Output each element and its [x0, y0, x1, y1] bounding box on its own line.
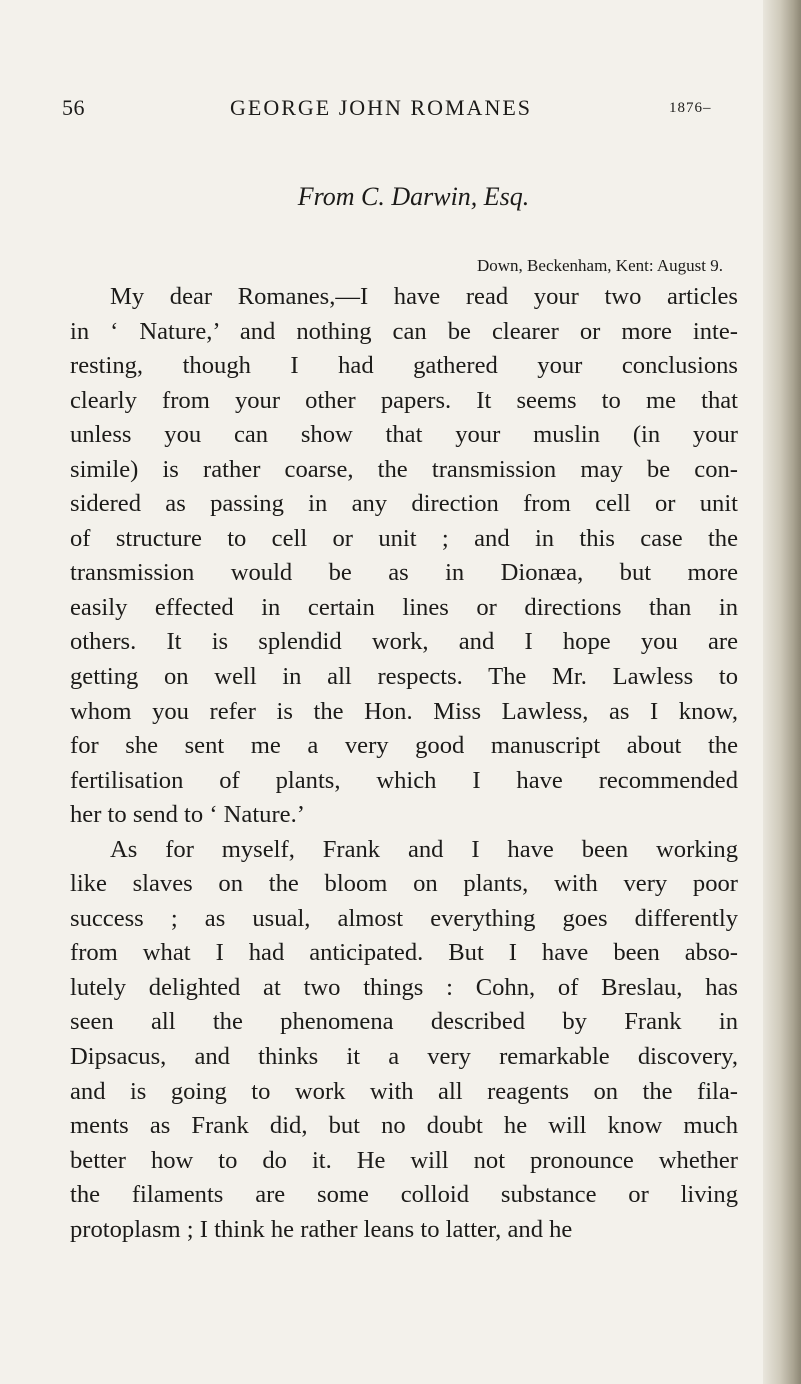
text-line: resting, though I had gathered your conclusions	[70, 352, 738, 380]
text-line: seen all the phenomena described by Frank in	[70, 1008, 738, 1036]
running-head: GEORGE JOHN ROMANES	[230, 95, 533, 120]
text-line: simile) is rather coarse, the transmission may be con-	[70, 455, 738, 483]
text-line: like slaves on the bloom on plants, with very poor	[70, 870, 738, 898]
text-line: Dipsacus, and thinks it a very remarkable discovery,	[70, 1043, 738, 1071]
text-line: transmission would be as in Dionæa, but more	[70, 559, 738, 587]
text-line: her to send to ‘ Nature.’	[70, 801, 305, 829]
text-line: fertilisation of plants, which I have recommended	[70, 766, 738, 794]
text-line: in ‘ Nature,’ and nothing can be clearer or more inte-	[70, 317, 738, 345]
text-line: clearly from your other papers. It seems to me that	[70, 386, 738, 414]
text-line: lutely delighted at two things : Cohn, of Breslau, has	[70, 973, 738, 1001]
text-line: from what I had anticipated. But I have been abso-	[70, 939, 738, 967]
text-line: getting on well in all respects. The Mr. Lawless to	[70, 663, 738, 691]
text-line: protoplasm ; I think he rather leans to latter, and he	[70, 1215, 573, 1243]
paragraph-2	[70, 833, 738, 1248]
text-line: of structure to cell or unit ; and in this case the	[70, 524, 738, 552]
text-line: the filaments are some colloid substance or living	[70, 1181, 738, 1209]
letter-dateline: Down, Beckenham, Kent: August 9.	[477, 256, 723, 275]
text-line: for she sent me a very good manuscript about the	[70, 732, 738, 760]
text-line: easily effected in certain lines or directions than in	[70, 593, 738, 621]
page-number: 56	[62, 95, 85, 120]
text-line: success ; as usual, almost everything goes differently	[70, 904, 738, 932]
text-line: ments as Frank did, but no doubt he will know much	[70, 1112, 738, 1140]
letter-heading: From C. Darwin, Esq.	[297, 182, 530, 211]
page-header	[62, 95, 732, 125]
text-line: and is going to work with all reagents on the fila-	[70, 1077, 738, 1105]
text-line: better how to do it. He will not pronounce whether	[70, 1146, 738, 1174]
paragraph-1	[70, 280, 738, 833]
text-line: unless you can show that your muslin (in your	[70, 421, 738, 449]
text-line: sidered as passing in any direction from cell or unit	[70, 490, 738, 518]
text-line: whom you refer is the Hon. Miss Lawless, as I know,	[70, 697, 738, 725]
text-line: others. It is splendid work, and I hope you are	[70, 628, 738, 656]
text-line: As for myself, Frank and I have been working	[110, 835, 738, 863]
letter-body	[70, 280, 738, 1247]
year-mark: 1876–	[669, 100, 712, 116]
text-line: My dear Romanes,—I have read your two articles	[110, 283, 738, 310]
